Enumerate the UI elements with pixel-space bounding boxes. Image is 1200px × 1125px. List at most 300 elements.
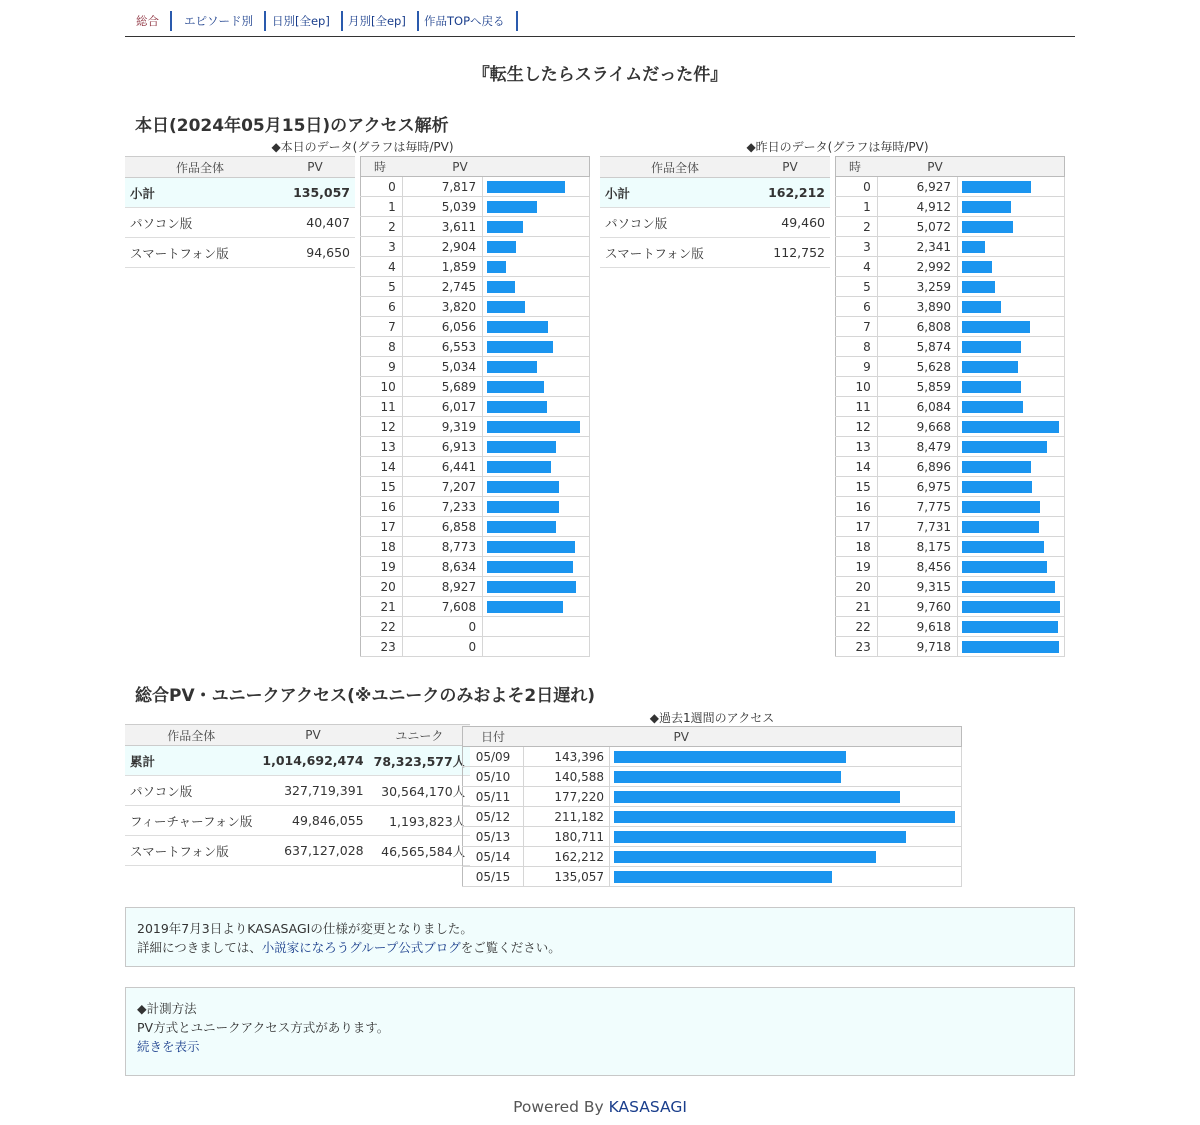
- pv-bar: [962, 181, 1031, 193]
- hour-cell: 19: [836, 557, 878, 577]
- table-row: [125, 178, 355, 208]
- pv-bar: [962, 201, 1011, 213]
- hour-cell: 12: [836, 417, 878, 437]
- hour-row: [361, 417, 590, 437]
- pv-bar: [962, 321, 1030, 333]
- pv-bar: [487, 321, 548, 333]
- pv-bar: [962, 561, 1047, 573]
- hour-row: [361, 537, 590, 557]
- hour-cell: 21: [836, 597, 878, 617]
- hour-cell: 16: [836, 497, 878, 517]
- pv-cell: 8,927: [402, 577, 482, 597]
- pv-cell: 143,396: [524, 747, 610, 767]
- pv-cell: 7,775: [877, 497, 957, 517]
- pv-cell: 5,034: [402, 357, 482, 377]
- pv-cell: 0: [402, 637, 482, 657]
- pv-cell: 2,904: [402, 237, 482, 257]
- notice-pre: 詳細につきましては、: [137, 940, 262, 955]
- pv-cell: 6,084: [877, 397, 957, 417]
- pv-cell: 8,175: [877, 537, 957, 557]
- today-hourly-table: [360, 156, 590, 657]
- bar-cell: [958, 277, 1065, 297]
- hour-row: [361, 397, 590, 417]
- hour-cell: 14: [836, 457, 878, 477]
- bar-cell: [958, 437, 1065, 457]
- hour-row: [361, 337, 590, 357]
- nav-overall[interactable]: 総合: [125, 11, 172, 31]
- hour-row: [836, 577, 1065, 597]
- pv-cell: 180,711: [524, 827, 610, 847]
- kasasagi-link[interactable]: KASASAGI: [608, 1098, 687, 1116]
- date-header: 日付: [463, 727, 524, 747]
- week-pv-bar: [614, 771, 841, 783]
- yesterday-hourly-table: [835, 156, 1065, 657]
- pv-bar: [487, 261, 506, 273]
- hour-header: 時: [836, 157, 878, 177]
- hour-row: [836, 637, 1065, 657]
- hour-row: [836, 297, 1065, 317]
- pv-bar: [487, 361, 537, 373]
- bar-cell: [483, 357, 590, 377]
- footer-powered-by: Powered By: [513, 1098, 609, 1116]
- pv-bar: [487, 381, 544, 393]
- row-label: 累計: [125, 746, 257, 776]
- week-pv-bar: [614, 851, 876, 863]
- row-value: 94,650: [275, 238, 355, 268]
- row-label: パソコン版: [600, 208, 750, 238]
- pv-cell: 3,611: [402, 217, 482, 237]
- pv-header: PV: [877, 157, 1064, 177]
- row-value: 49,460: [750, 208, 830, 238]
- bar-cell: [958, 197, 1065, 217]
- pv-bar: [487, 561, 573, 573]
- hour-cell: 11: [836, 397, 878, 417]
- hour-row: [361, 457, 590, 477]
- table-row: [125, 836, 470, 866]
- total-heading: 総合PV・ユニークアクセス(※ユニークのみおよそ2日遅れ): [135, 686, 595, 706]
- bar-cell: [483, 177, 590, 197]
- pv-cell: 9,668: [877, 417, 957, 437]
- hour-header: 時: [361, 157, 403, 177]
- hour-row: [836, 537, 1065, 557]
- pv-cell: 5,689: [402, 377, 482, 397]
- hour-cell: 13: [836, 437, 878, 457]
- row-label: フィーチャーフォン版: [125, 806, 257, 836]
- notice-line2: [137, 938, 1063, 957]
- hour-row: [836, 377, 1065, 397]
- pv-cell: 9,760: [877, 597, 957, 617]
- top-nav: [125, 11, 1075, 37]
- pv-cell: 9,618: [877, 617, 957, 637]
- pv-cell: 7,731: [877, 517, 957, 537]
- pv-cell: 162,212: [524, 847, 610, 867]
- total-header-unique: ユニーク: [369, 725, 471, 746]
- pv-bar: [962, 521, 1039, 533]
- hour-cell: 3: [361, 237, 403, 257]
- bar-cell: [958, 557, 1065, 577]
- pv-bar: [487, 341, 553, 353]
- row-pv: 637,127,028: [257, 836, 368, 866]
- bar-cell: [483, 397, 590, 417]
- hour-cell: 6: [361, 297, 403, 317]
- pv-bar: [962, 621, 1058, 633]
- row-pv: 49,846,055: [257, 806, 368, 836]
- row-unique: 46,565,584人: [369, 836, 471, 866]
- pv-bar: [487, 461, 551, 473]
- hour-row: [361, 357, 590, 377]
- bar-cell: [958, 257, 1065, 277]
- hour-row: [836, 337, 1065, 357]
- pv-cell: 6,553: [402, 337, 482, 357]
- pv-bar: [962, 541, 1044, 553]
- table-row: [125, 776, 470, 806]
- row-pv: 327,719,391: [257, 776, 368, 806]
- bar-cell: [483, 437, 590, 457]
- table-row: [125, 238, 355, 268]
- hour-cell: 19: [361, 557, 403, 577]
- hour-row: [836, 477, 1065, 497]
- hour-row: [361, 577, 590, 597]
- hour-row: [836, 257, 1065, 277]
- hour-row: [361, 477, 590, 497]
- table-row: [125, 746, 470, 776]
- pv-header: PV: [402, 157, 589, 177]
- hour-cell: 1: [361, 197, 403, 217]
- pv-cell: 9,718: [877, 637, 957, 657]
- pv-cell: 2,992: [877, 257, 957, 277]
- bar-cell: [958, 237, 1065, 257]
- pv-cell: 5,072: [877, 217, 957, 237]
- official-blog-link[interactable]: 小説家になろうグループ公式ブログ: [261, 940, 461, 955]
- pv-cell: 6,927: [877, 177, 957, 197]
- date-cell: 05/11: [463, 787, 524, 807]
- bar-cell: [958, 377, 1065, 397]
- hour-cell: 11: [361, 397, 403, 417]
- today-heading: 本日(2024年05月15日)のアクセス解析: [135, 116, 449, 136]
- pv-cell: 6,858: [402, 517, 482, 537]
- hour-row: [836, 617, 1065, 637]
- pv-bar: [962, 301, 1001, 313]
- hour-cell: 15: [361, 477, 403, 497]
- hour-row: [836, 317, 1065, 337]
- pv-cell: 2,341: [877, 237, 957, 257]
- hour-row: [361, 597, 590, 617]
- date-cell: 05/12: [463, 807, 524, 827]
- hour-cell: 9: [836, 357, 878, 377]
- nav-work-top[interactable]: 作品TOPへ戻る: [413, 11, 518, 31]
- bar-cell: [483, 297, 590, 317]
- pv-bar: [487, 441, 556, 453]
- pv-bar: [962, 441, 1047, 453]
- week-caption: ◆過去1週間のアクセス: [649, 711, 775, 725]
- pv-bar: [962, 361, 1018, 373]
- pv-cell: 6,808: [877, 317, 957, 337]
- pv-bar: [487, 301, 525, 313]
- week-pv-header: PV: [524, 727, 962, 747]
- hour-row: [836, 277, 1065, 297]
- hour-cell: 2: [361, 217, 403, 237]
- row-pv: 1,014,692,474: [257, 746, 368, 776]
- date-cell: 05/10: [463, 767, 524, 787]
- bar-cell: [483, 617, 590, 637]
- hour-cell: 7: [836, 317, 878, 337]
- pv-bar: [487, 281, 514, 293]
- pv-cell: 8,773: [402, 537, 482, 557]
- bar-cell: [483, 337, 590, 357]
- table-row: [600, 238, 830, 268]
- pv-cell: 6,913: [402, 437, 482, 457]
- pv-cell: 7,233: [402, 497, 482, 517]
- hour-cell: 9: [361, 357, 403, 377]
- row-label: パソコン版: [125, 776, 257, 806]
- notice-post: をご覧ください。: [460, 940, 561, 955]
- table-row: [600, 208, 830, 238]
- hour-cell: 10: [836, 377, 878, 397]
- summary-header-pv: PV: [750, 157, 830, 178]
- method-title: ◆計測方法: [137, 1001, 197, 1016]
- week-pv-bar: [614, 751, 846, 763]
- pv-cell: 177,220: [524, 787, 610, 807]
- bar-cell: [483, 197, 590, 217]
- hour-cell: 5: [836, 277, 878, 297]
- pv-bar: [962, 381, 1021, 393]
- week-pv-bar: [614, 791, 900, 803]
- pv-cell: 5,874: [877, 337, 957, 357]
- pv-cell: 211,182: [524, 807, 610, 827]
- bar-cell: [958, 357, 1065, 377]
- bar-cell: [483, 217, 590, 237]
- footer: [125, 1098, 1075, 1116]
- pv-bar: [962, 481, 1032, 493]
- notice-line1: 2019年7月3日よりKASASAGIの仕様が変更となりました。: [137, 921, 473, 936]
- bar-cell: [483, 597, 590, 617]
- week-pv-bar: [614, 871, 832, 883]
- total-table: [125, 724, 470, 866]
- bar-cell: [958, 597, 1065, 617]
- hour-row: [836, 597, 1065, 617]
- hour-cell: 5: [361, 277, 403, 297]
- nav-monthly[interactable]: 月別[全ep]: [337, 11, 419, 31]
- pv-bar: [487, 521, 556, 533]
- pv-bar: [487, 481, 559, 493]
- pv-cell: 3,820: [402, 297, 482, 317]
- bar-cell: [483, 637, 590, 657]
- hour-cell: 22: [836, 617, 878, 637]
- hour-cell: 1: [836, 197, 878, 217]
- table-row: [600, 178, 830, 208]
- pv-bar: [487, 401, 547, 413]
- show-more-link[interactable]: 続きを表示: [137, 1039, 200, 1054]
- pv-cell: 6,896: [877, 457, 957, 477]
- hour-cell: 17: [361, 517, 403, 537]
- pv-cell: 6,017: [402, 397, 482, 417]
- pv-cell: 7,207: [402, 477, 482, 497]
- row-value: 162,212: [750, 178, 830, 208]
- pv-bar: [962, 401, 1023, 413]
- hour-cell: 2: [836, 217, 878, 237]
- work-title: 『転生したらスライムだった件』: [472, 65, 728, 85]
- bar-cell: [483, 557, 590, 577]
- bar-cell: [958, 397, 1065, 417]
- hour-row: [361, 497, 590, 517]
- pv-cell: 9,319: [402, 417, 482, 437]
- bar-cell: [958, 297, 1065, 317]
- week-row: [463, 827, 962, 847]
- row-label: スマートフォン版: [125, 238, 275, 268]
- hour-row: [836, 517, 1065, 537]
- bar-cell: [483, 317, 590, 337]
- hour-row: [361, 437, 590, 457]
- week-row: [463, 867, 962, 887]
- pv-bar: [487, 241, 516, 253]
- pv-bar: [962, 221, 1013, 233]
- hour-cell: 0: [361, 177, 403, 197]
- row-value: 135,057: [275, 178, 355, 208]
- bar-cell: [483, 517, 590, 537]
- nav-episode[interactable]: エピソード別: [173, 11, 266, 31]
- bar-cell: [483, 277, 590, 297]
- hour-cell: 18: [836, 537, 878, 557]
- hour-row: [836, 557, 1065, 577]
- bar-cell: [483, 377, 590, 397]
- hour-cell: 8: [361, 337, 403, 357]
- today-caption: ◆本日のデータ(グラフは毎時/PV): [271, 140, 454, 154]
- hour-cell: 23: [836, 637, 878, 657]
- hour-cell: 20: [361, 577, 403, 597]
- total-header-label: 作品全体: [125, 725, 257, 746]
- hour-row: [361, 177, 590, 197]
- hour-cell: 21: [361, 597, 403, 617]
- date-cell: 05/09: [463, 747, 524, 767]
- pv-bar: [962, 341, 1021, 353]
- week-row: [463, 767, 962, 787]
- bar-cell: [958, 537, 1065, 557]
- hour-row: [836, 397, 1065, 417]
- pv-bar: [487, 181, 565, 193]
- pv-bar: [962, 241, 985, 253]
- hour-cell: 14: [361, 457, 403, 477]
- bar-cell: [958, 417, 1065, 437]
- pv-cell: 140,588: [524, 767, 610, 787]
- hour-cell: 7: [361, 317, 403, 337]
- table-row: [125, 208, 355, 238]
- date-cell: 05/14: [463, 847, 524, 867]
- row-unique: 78,323,577人: [369, 746, 471, 776]
- summary-header-label: 作品全体: [600, 157, 750, 178]
- date-cell: 05/15: [463, 867, 524, 887]
- week-table: [462, 726, 962, 887]
- hour-row: [361, 217, 590, 237]
- hour-cell: 8: [836, 337, 878, 357]
- pv-cell: 8,634: [402, 557, 482, 577]
- bar-cell: [610, 767, 962, 787]
- hour-row: [836, 217, 1065, 237]
- hour-cell: 20: [836, 577, 878, 597]
- pv-cell: 2,745: [402, 277, 482, 297]
- yesterday-caption: ◆昨日のデータ(グラフは毎時/PV): [746, 140, 929, 154]
- table-row: [125, 806, 470, 836]
- pv-bar: [962, 461, 1031, 473]
- week-row: [463, 807, 962, 827]
- week-pv-bar: [614, 831, 906, 843]
- row-label: パソコン版: [125, 208, 275, 238]
- pv-cell: 8,479: [877, 437, 957, 457]
- hour-cell: 17: [836, 517, 878, 537]
- notice-box: [125, 907, 1075, 967]
- hour-cell: 23: [361, 637, 403, 657]
- hour-row: [836, 197, 1065, 217]
- hour-cell: 4: [361, 257, 403, 277]
- total-header-pv: PV: [257, 725, 368, 746]
- hour-cell: 18: [361, 537, 403, 557]
- row-unique: 30,564,170人: [369, 776, 471, 806]
- pv-bar: [962, 601, 1060, 613]
- pv-bar: [962, 281, 995, 293]
- pv-bar: [487, 541, 575, 553]
- bar-cell: [958, 177, 1065, 197]
- pv-cell: 4,912: [877, 197, 957, 217]
- pv-bar: [487, 201, 537, 213]
- hour-row: [361, 317, 590, 337]
- hour-row: [836, 177, 1065, 197]
- bar-cell: [610, 827, 962, 847]
- bar-cell: [610, 787, 962, 807]
- hour-row: [361, 637, 590, 657]
- hour-row: [361, 617, 590, 637]
- bar-cell: [483, 237, 590, 257]
- bar-cell: [958, 637, 1065, 657]
- week-row: [463, 747, 962, 767]
- pv-bar: [962, 421, 1059, 433]
- pv-cell: 3,890: [877, 297, 957, 317]
- bar-cell: [610, 807, 962, 827]
- bar-cell: [483, 477, 590, 497]
- pv-bar: [962, 581, 1055, 593]
- hour-row: [361, 517, 590, 537]
- date-cell: 05/13: [463, 827, 524, 847]
- row-label: スマートフォン版: [125, 836, 257, 866]
- hour-row: [361, 377, 590, 397]
- pv-cell: 6,441: [402, 457, 482, 477]
- nav-daily[interactable]: 日別[全ep]: [261, 11, 343, 31]
- hour-cell: 15: [836, 477, 878, 497]
- pv-cell: 7,817: [402, 177, 482, 197]
- hour-row: [361, 237, 590, 257]
- bar-cell: [958, 217, 1065, 237]
- summary-header-label: 作品全体: [125, 157, 275, 178]
- hour-cell: 0: [836, 177, 878, 197]
- summary-header-pv: PV: [275, 157, 355, 178]
- bar-cell: [483, 497, 590, 517]
- hour-cell: 3: [836, 237, 878, 257]
- bar-cell: [958, 457, 1065, 477]
- bar-cell: [483, 537, 590, 557]
- hour-row: [361, 277, 590, 297]
- row-unique: 1,193,823人: [369, 806, 471, 836]
- pv-cell: 5,628: [877, 357, 957, 377]
- hour-row: [836, 237, 1065, 257]
- hour-row: [836, 357, 1065, 377]
- pv-cell: 9,315: [877, 577, 957, 597]
- hour-cell: 16: [361, 497, 403, 517]
- pv-cell: 1,859: [402, 257, 482, 277]
- row-value: 40,407: [275, 208, 355, 238]
- pv-bar: [962, 641, 1059, 653]
- bar-cell: [958, 477, 1065, 497]
- pv-bar: [962, 501, 1040, 513]
- hour-row: [836, 417, 1065, 437]
- bar-cell: [958, 497, 1065, 517]
